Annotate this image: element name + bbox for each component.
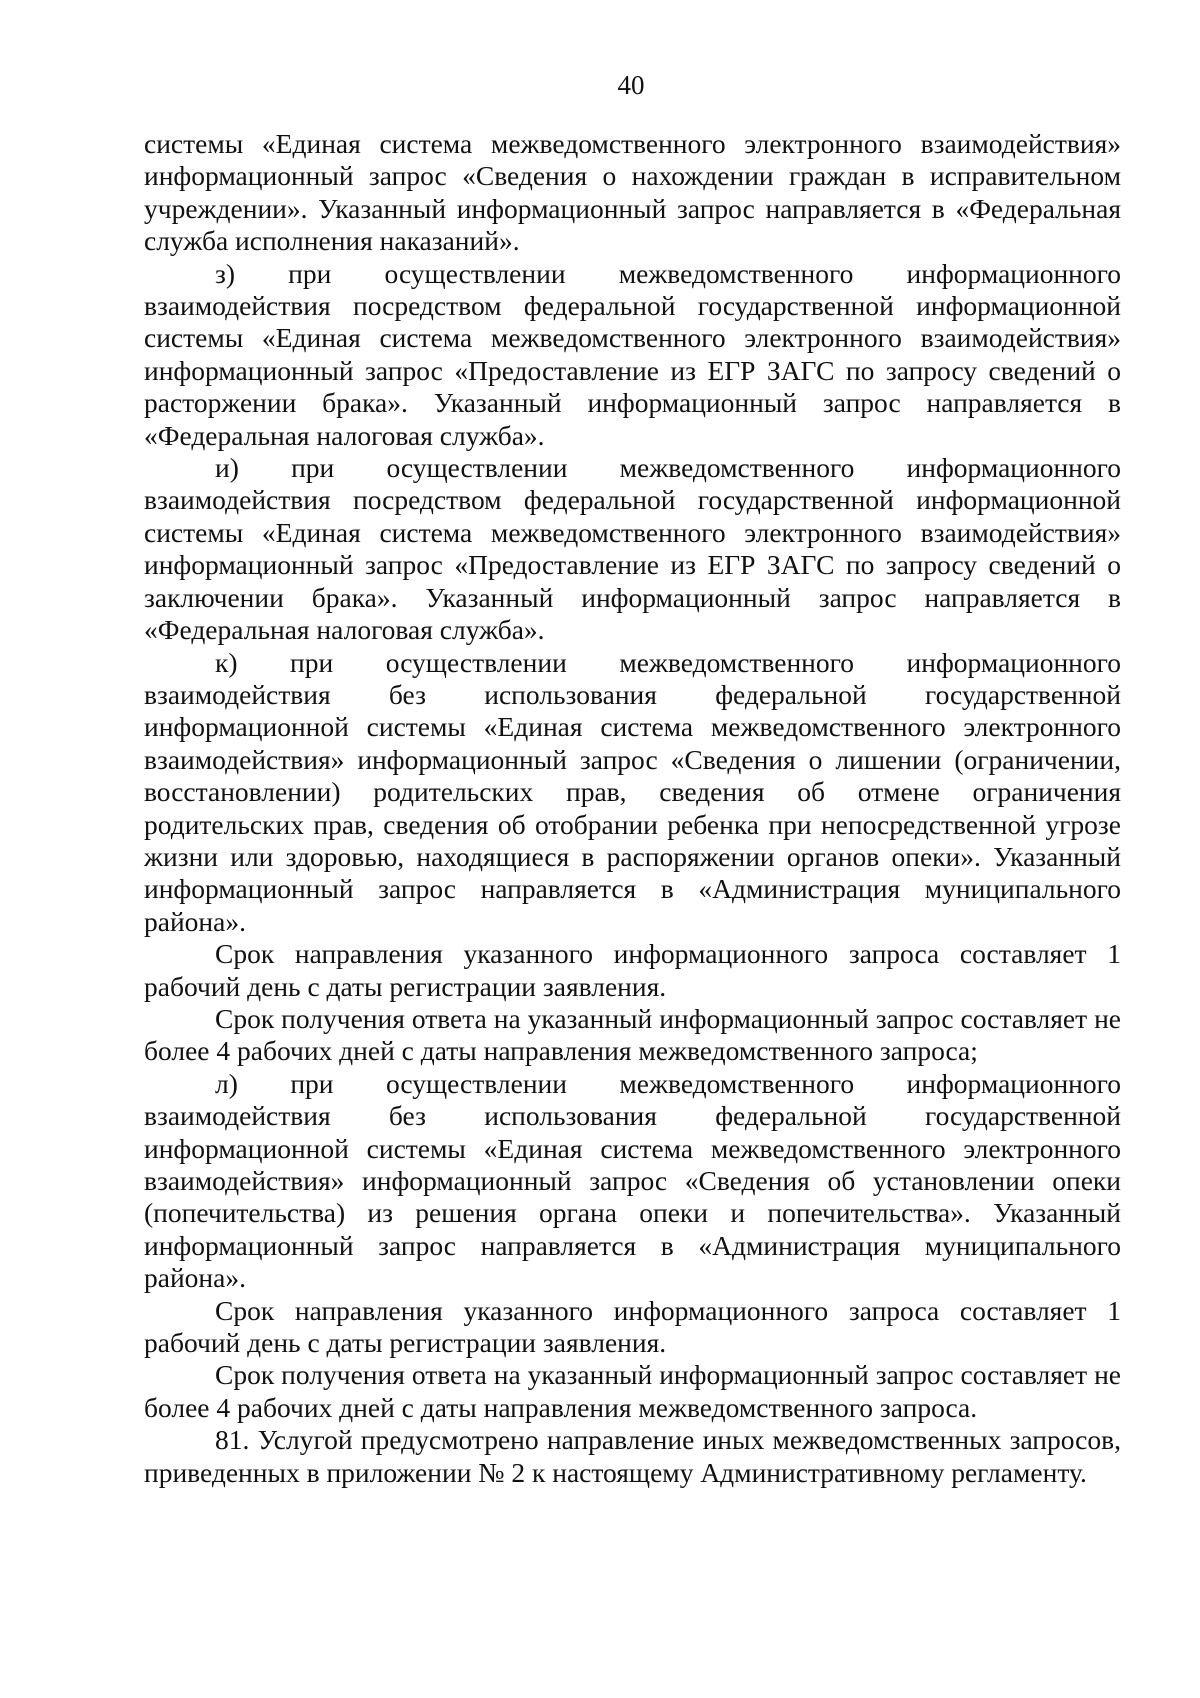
paragraph-item-i: и) при осуществлении межведомственного информационного взаимодействия посредством федеральной государственной информационной системы «Единая система межведомственного электронного взаимодействия» информационный запрос «Предоставление из ЕГР ЗАГС по запросу сведений о заключении брака». Указанный информационный запрос направляется в «Федеральная налоговая служба». [144, 452, 1121, 646]
paragraph-deadline-response-k: Срок получения ответа на указанный информационный запрос составляет не более 4 рабочих дней с даты направления межведомственного запроса; [144, 1002, 1121, 1067]
paragraph-deadline-send-k: Срок направления указанного информационного запроса составляет 1 рабочий день с даты регистрации заявления. [144, 938, 1121, 1002]
page-number: 40 [617, 70, 645, 100]
paragraph-item-z: з) при осуществлении межведомственного информационного взаимодействия посредством федеральной государственной информационной системы «Единая система межведомственного электронного взаимодействия» информационный запрос «Предоставление из ЕГР ЗАГС по запросу сведений о расторжении брака». Указанный информационный запрос направляется в «Федеральная налоговая служба». [144, 257, 1121, 451]
paragraph-item-k: к) при осуществлении межведомственного информационного взаимодействия без использования федеральной государственной информационной системы «Единая система межведомственного электронного взаимодействия» информационный запрос «Сведения о лишении (ограничении, восстановлении) родительских прав, сведения об отмене ограничения родительских прав, сведения об отобрании ребенка при непосредственной угрозе жизни или здоровью, находящиеся в распоряжении органов опеки». Указанный информационный запрос направляется в «Администрация муниципального района». [144, 646, 1121, 937]
paragraph-continuation: системы «Единая система межведомственного электронного взаимодействия» информационный запрос «Сведения о нахождении граждан в исправительном учреждении». Указанный информационный запрос направляется в «Федеральная служба исполнения наказаний». [144, 128, 1121, 257]
paragraph-item-81: 81. Услугой предусмотрено направление иных межведомственных запросов, приведенных в приложении № 2 к настоящему Административному регламенту. [144, 1424, 1121, 1488]
document-body [144, 128, 1121, 1489]
paragraph-deadline-response-l: Срок получения ответа на указанный информационный запрос составляет не более 4 рабочих дней с даты направления межведомственного запроса. [144, 1359, 1121, 1423]
paragraph-item-l: л) при осуществлении межведомственного информационного взаимодействия без использования федеральной государственной информационной системы «Единая система межведомственного электронного взаимодействия» информационный запрос «Сведения об установлении опеки (попечительства) из решения органа опеки и попечительства». Указанный информационный запрос направляется в «Администрация муниципального района». [144, 1067, 1121, 1294]
paragraph-deadline-send-l: Срок направления указанного информационного запроса составляет 1 рабочий день с даты регистрации заявления. [144, 1294, 1121, 1359]
